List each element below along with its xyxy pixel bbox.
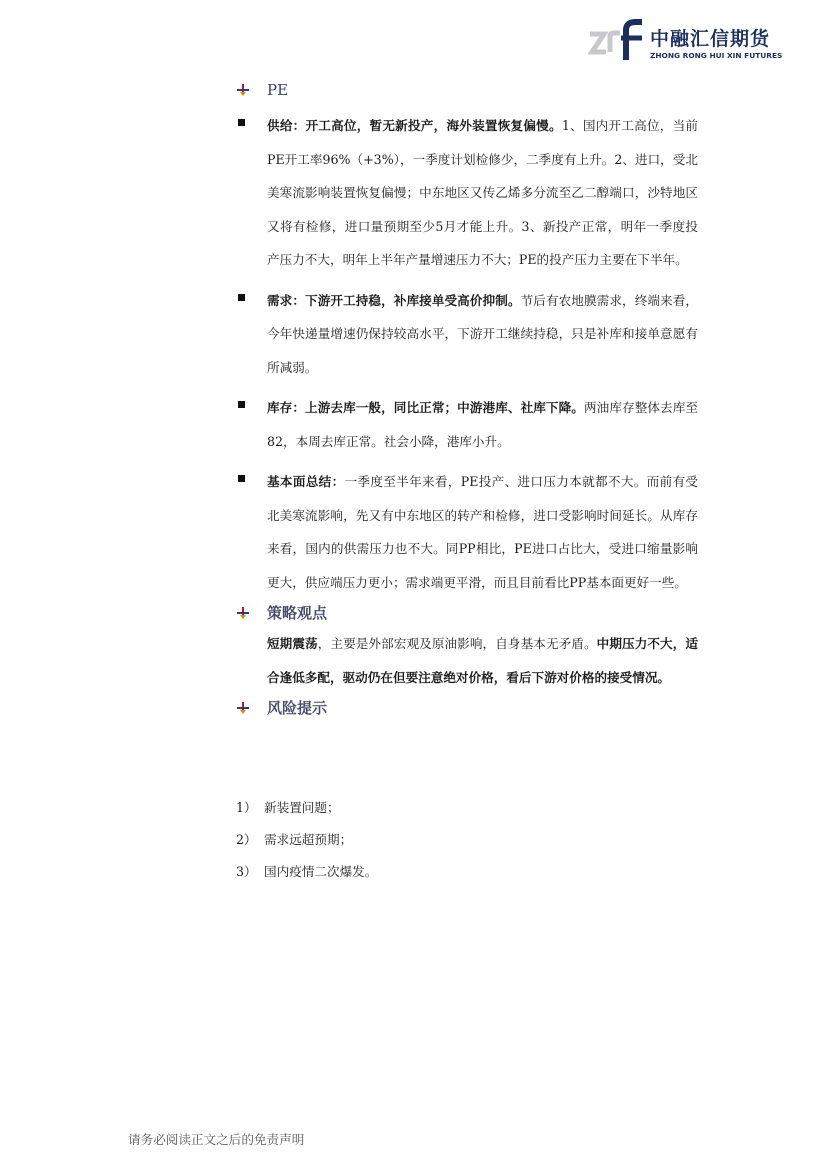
bullet-summary-text: 一季度至半年来看，PE投产、进口压力本就都不大。而前有受北美寒流影响，先又有中东地区的转产和检修，进口受影响时间延长。从库存来看，国内的供需压力也不大。同PP相比，PE进口占比大，受进口缩量影响更大，供应端压力更小；需求端更平滑，而且目前看比PP基本面更好一些。	[267, 474, 698, 590]
section-title-strategy: 策略观点	[267, 604, 328, 622]
arrow-down-icon	[236, 83, 250, 97]
arrow-down-icon	[236, 701, 250, 715]
section-title-pe: PE	[267, 81, 289, 99]
bullet-demand-bold: 需求：下游开工持稳，补库接单受高价抑制。	[267, 292, 521, 308]
bullet-inventory-bold: 库存：上游去库一般，同比正常；中游港库、社库下降。	[267, 400, 584, 415]
logo-mark-icon	[588, 18, 646, 62]
bullet-supply-bold: 供给：开工高位，暂无新投产，海外装置恢复偏慢。	[267, 118, 562, 133]
logo-chinese-name: 中融汇信期货	[650, 28, 771, 50]
risk-item-number: 3）	[236, 864, 257, 879]
square-bullet-icon	[238, 401, 245, 408]
bullet-inventory	[236, 391, 698, 458]
risk-list	[236, 792, 377, 888]
bullet-inventory-text: 两油库存整体去库至82，本周去库正常。社会小降，港库小升。	[267, 400, 699, 449]
bullet-summary	[236, 465, 698, 599]
section-title-risk: 风险提示	[267, 699, 328, 717]
risk-item-number: 1）	[236, 800, 257, 815]
section-heading-pe	[236, 78, 698, 102]
main-content	[236, 78, 698, 720]
strategy-text: ，主要是外部宏观及原油影响，自身基本无矛盾。	[317, 636, 597, 651]
bullet-demand	[236, 284, 698, 385]
strategy-bold-short: 短期震荡	[267, 636, 318, 651]
risk-item-text: 新装置问题；	[264, 800, 340, 815]
section-heading-strategy	[236, 601, 698, 625]
strategy-paragraph	[236, 627, 698, 694]
bullet-supply	[236, 109, 698, 277]
list-item	[236, 824, 377, 856]
risk-item-text: 需求远超预期；	[264, 832, 353, 847]
risk-item-number: 2）	[236, 832, 257, 847]
square-bullet-icon	[238, 475, 245, 482]
section-heading-risk	[236, 696, 698, 720]
footer-disclaimer: 请务必阅读正文之后的免责声明	[128, 1132, 305, 1147]
arrow-down-icon	[236, 606, 250, 620]
bullet-summary-bold: 基本面总结：	[267, 474, 345, 489]
square-bullet-icon	[238, 294, 245, 301]
bullet-supply-text: 1、国内开工高位，当前PE开工率96%（+3%），一季度计划检修少，二季度有上升。2、进口，受北美寒流影响装置恢复偏慢；中东地区又传乙烯多分流至乙二醇端口，沙特地区又将有检修，进口量预期至少5月才能上升。3、新投产正常，明年一季度投产压力不大，明年上半年产量增速压力不大；PE的投产压力主要在下半年。	[267, 118, 699, 267]
logo-english-name: ZHONG RONG HUI XIN FUTURES	[650, 51, 783, 60]
list-item	[236, 792, 377, 824]
company-logo	[588, 18, 783, 64]
risk-item-text: 国内疫情二次爆发。	[264, 864, 378, 879]
bullet-demand-text: 节后有农地膜需求，终端来看，今年快递量增速仍保持较高水平，下游开工继续持稳，只是补库和接单意愿有所减弱。	[267, 292, 699, 375]
strategy-bold-mid: 中期压力不大，适合逢低多配，驱动仍在但要注意绝对价格，看后下游对价格的接受情况。	[267, 636, 699, 685]
square-bullet-icon	[238, 119, 245, 126]
list-item	[236, 856, 377, 888]
